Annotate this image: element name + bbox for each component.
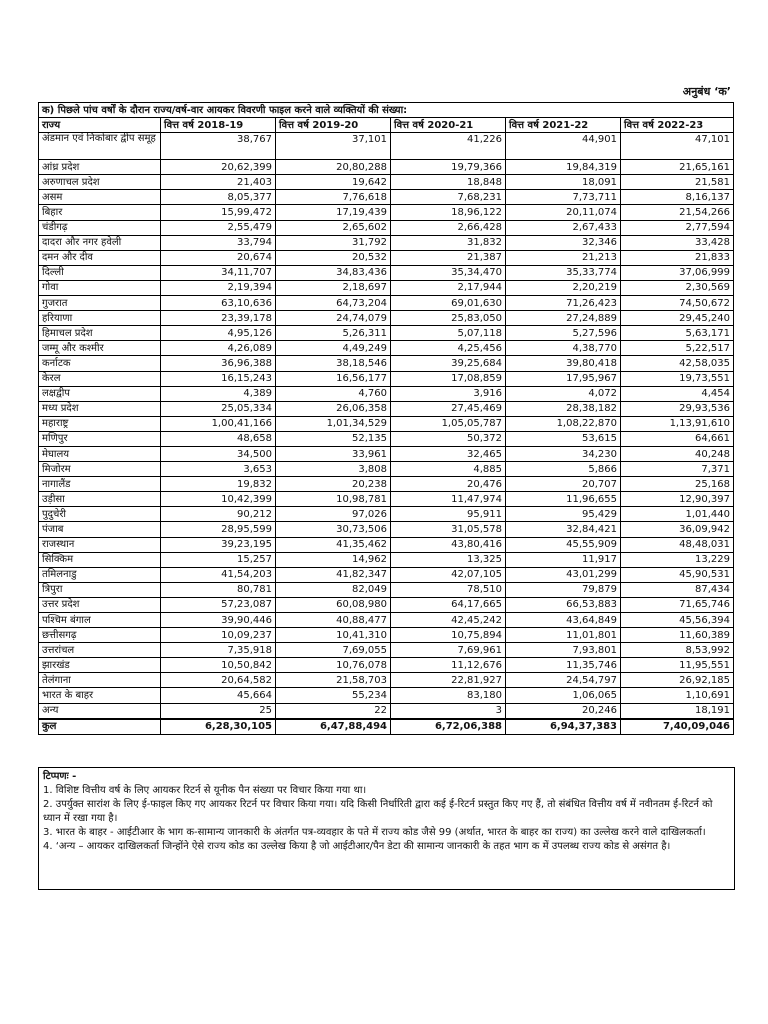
filer-count-cell: 1,01,440 bbox=[621, 507, 734, 522]
state-name-cell: पुदुचेरी bbox=[39, 507, 161, 522]
header-state: राज्य bbox=[39, 118, 161, 133]
state-name-cell: पंजाब bbox=[39, 522, 161, 537]
filer-count-cell: 18,96,122 bbox=[391, 205, 506, 220]
header-row bbox=[39, 118, 734, 133]
table-row bbox=[39, 446, 734, 461]
note-item: 1. विशिष्ट वित्तीय वर्ष के लिए आयकर रिटर्न से यूनीक पैन संख्या पर विचार किया गया था। bbox=[43, 785, 367, 796]
total-value: 7,40,09,046 bbox=[621, 719, 734, 735]
state-name-cell: दमन और दीव bbox=[39, 250, 161, 265]
filer-count-cell: 10,75,894 bbox=[391, 628, 506, 643]
filer-count-cell: 33,794 bbox=[161, 235, 276, 250]
filer-count-cell: 37,06,999 bbox=[621, 265, 734, 280]
state-name-cell: झारखंड bbox=[39, 658, 161, 673]
filer-count-cell: 19,642 bbox=[276, 175, 391, 190]
state-name-cell: मेघालय bbox=[39, 446, 161, 461]
filer-count-cell: 2,19,394 bbox=[161, 280, 276, 295]
filer-count-cell: 1,08,22,870 bbox=[506, 416, 621, 431]
filer-count-cell: 10,09,237 bbox=[161, 628, 276, 643]
filer-count-cell: 4,25,456 bbox=[391, 341, 506, 356]
state-name-cell: मध्य प्रदेश bbox=[39, 401, 161, 416]
filer-count-cell: 15,99,472 bbox=[161, 205, 276, 220]
filer-count-cell: 11,96,655 bbox=[506, 492, 621, 507]
filer-count-cell: 29,93,536 bbox=[621, 401, 734, 416]
filer-count-cell: 24,54,797 bbox=[506, 673, 621, 688]
filer-count-cell: 20,11,074 bbox=[506, 205, 621, 220]
table-row bbox=[39, 567, 734, 582]
filer-count-cell: 3,808 bbox=[276, 462, 391, 477]
filer-count-cell: 5,63,171 bbox=[621, 326, 734, 341]
filer-count-cell: 21,54,266 bbox=[621, 205, 734, 220]
filer-count-cell: 13,229 bbox=[621, 552, 734, 567]
filer-count-cell: 80,781 bbox=[161, 582, 276, 597]
filer-count-cell: 22,81,927 bbox=[391, 673, 506, 688]
table-row bbox=[39, 416, 734, 431]
table-row bbox=[39, 597, 734, 612]
filer-count-cell: 40,248 bbox=[621, 446, 734, 461]
filer-count-cell: 3,916 bbox=[391, 386, 506, 401]
filer-count-cell: 21,833 bbox=[621, 250, 734, 265]
filer-count-cell: 90,212 bbox=[161, 507, 276, 522]
table-row bbox=[39, 160, 734, 175]
state-name-cell: भारत के बाहर bbox=[39, 688, 161, 703]
filer-count-cell: 8,16,137 bbox=[621, 190, 734, 205]
filer-count-cell: 45,664 bbox=[161, 688, 276, 703]
filer-count-cell: 2,30,569 bbox=[621, 280, 734, 295]
filer-count-cell: 19,79,366 bbox=[391, 160, 506, 175]
filer-count-cell: 52,135 bbox=[276, 431, 391, 446]
state-name-cell: अरुणाचल प्रदेश bbox=[39, 175, 161, 190]
filer-count-cell: 64,17,665 bbox=[391, 597, 506, 612]
filer-count-cell: 7,69,961 bbox=[391, 643, 506, 658]
filer-count-cell: 4,760 bbox=[276, 386, 391, 401]
filer-count-cell: 21,65,161 bbox=[621, 160, 734, 175]
header-fy-2020-21: वित्त वर्ष 2020-21 bbox=[391, 118, 506, 133]
filer-count-cell: 11,60,389 bbox=[621, 628, 734, 643]
filer-count-cell: 18,848 bbox=[391, 175, 506, 190]
filer-count-cell: 10,50,842 bbox=[161, 658, 276, 673]
header-fy-2022-23: वित्त वर्ष 2022-23 bbox=[621, 118, 734, 133]
filer-count-cell: 20,476 bbox=[391, 477, 506, 492]
table-row bbox=[39, 341, 734, 356]
table-row bbox=[39, 250, 734, 265]
note-item: 3. भारत के बाहर - आईटीआर के भाग क-सामान्य जानकारी के अंतर्गत पत्र-व्यवहार के पते में राज्य कोड जैसे 99 (अर्थात, भारत के बाहर का राज्य) का उल्लेख करने वाले दाखिलकर्ता। bbox=[43, 827, 706, 838]
filer-count-cell: 26,92,185 bbox=[621, 673, 734, 688]
filer-count-cell: 45,55,909 bbox=[506, 537, 621, 552]
filer-count-cell: 97,026 bbox=[276, 507, 391, 522]
filer-count-cell: 41,82,347 bbox=[276, 567, 391, 582]
filer-count-cell: 20,246 bbox=[506, 703, 621, 719]
table-row bbox=[39, 311, 734, 326]
state-name-cell: असम bbox=[39, 190, 161, 205]
filer-count-cell: 3 bbox=[391, 703, 506, 719]
table-row bbox=[39, 462, 734, 477]
table-row bbox=[39, 326, 734, 341]
filer-count-cell: 43,80,416 bbox=[391, 537, 506, 552]
filer-count-cell: 34,230 bbox=[506, 446, 621, 461]
filer-count-cell: 41,54,203 bbox=[161, 567, 276, 582]
filer-count-cell: 39,90,446 bbox=[161, 613, 276, 628]
filer-count-cell: 25,168 bbox=[621, 477, 734, 492]
filer-count-cell: 78,510 bbox=[391, 582, 506, 597]
filer-count-cell: 31,05,578 bbox=[391, 522, 506, 537]
filer-count-cell: 20,532 bbox=[276, 250, 391, 265]
table-row bbox=[39, 220, 734, 235]
state-name-cell: जम्मू और कश्मीर bbox=[39, 341, 161, 356]
state-name-cell: त्रिपुरा bbox=[39, 582, 161, 597]
filer-count-cell: 2,20,219 bbox=[506, 280, 621, 295]
filer-count-cell: 38,767 bbox=[161, 133, 276, 160]
filer-count-cell: 8,53,992 bbox=[621, 643, 734, 658]
total-value: 6,94,37,383 bbox=[506, 719, 621, 735]
filer-count-cell: 40,88,477 bbox=[276, 613, 391, 628]
filer-count-cell: 95,429 bbox=[506, 507, 621, 522]
table-row bbox=[39, 582, 734, 597]
table-row bbox=[39, 703, 734, 719]
filer-count-cell: 31,832 bbox=[391, 235, 506, 250]
filer-count-cell: 10,98,781 bbox=[276, 492, 391, 507]
header-fy-2019-20: वित्त वर्ष 2019-20 bbox=[276, 118, 391, 133]
filer-count-cell: 43,01,299 bbox=[506, 567, 621, 582]
filer-count-cell: 38,18,546 bbox=[276, 356, 391, 371]
filer-count-cell: 13,325 bbox=[391, 552, 506, 567]
table-row bbox=[39, 673, 734, 688]
filer-count-cell: 60,08,980 bbox=[276, 597, 391, 612]
filer-count-cell: 25 bbox=[161, 703, 276, 719]
filer-count-cell: 22 bbox=[276, 703, 391, 719]
filer-count-cell: 44,901 bbox=[506, 133, 621, 160]
state-name-cell: आंध्र प्रदेश bbox=[39, 160, 161, 175]
filer-count-cell: 95,911 bbox=[391, 507, 506, 522]
table-row bbox=[39, 265, 734, 280]
filer-count-cell: 34,83,436 bbox=[276, 265, 391, 280]
table-row bbox=[39, 371, 734, 386]
filer-count-cell: 36,96,388 bbox=[161, 356, 276, 371]
filer-count-cell: 1,05,05,787 bbox=[391, 416, 506, 431]
filer-count-cell: 37,101 bbox=[276, 133, 391, 160]
notes-title: टिप्पणः - bbox=[43, 771, 77, 782]
filer-count-cell: 35,33,774 bbox=[506, 265, 621, 280]
filer-count-cell: 28,95,599 bbox=[161, 522, 276, 537]
filer-count-cell: 4,49,249 bbox=[276, 341, 391, 356]
filer-count-cell: 7,68,231 bbox=[391, 190, 506, 205]
state-name-cell: अन्य bbox=[39, 703, 161, 719]
filer-count-cell: 4,454 bbox=[621, 386, 734, 401]
filer-count-cell: 1,10,691 bbox=[621, 688, 734, 703]
filer-count-cell: 11,12,676 bbox=[391, 658, 506, 673]
filer-count-cell: 2,66,428 bbox=[391, 220, 506, 235]
filer-count-cell: 32,465 bbox=[391, 446, 506, 461]
filer-count-cell: 20,674 bbox=[161, 250, 276, 265]
table-row bbox=[39, 658, 734, 673]
filer-count-cell: 33,428 bbox=[621, 235, 734, 250]
filer-count-cell: 10,41,310 bbox=[276, 628, 391, 643]
filer-count-cell: 20,64,582 bbox=[161, 673, 276, 688]
filer-count-cell: 79,879 bbox=[506, 582, 621, 597]
state-name-cell: मणिपुर bbox=[39, 431, 161, 446]
table-caption: क) पिछले पांच वर्षों के दौरान राज्य/वर्ष-वार आयकर विवरणी फाइल करने वाले व्यक्तियों की संख्या: bbox=[39, 103, 734, 118]
filer-count-cell: 18,191 bbox=[621, 703, 734, 719]
filer-count-cell: 20,80,288 bbox=[276, 160, 391, 175]
state-name-cell: गुजरात bbox=[39, 296, 161, 311]
filer-count-cell: 12,90,397 bbox=[621, 492, 734, 507]
filer-count-cell: 41,35,462 bbox=[276, 537, 391, 552]
filer-count-cell: 2,65,602 bbox=[276, 220, 391, 235]
filer-count-cell: 28,38,182 bbox=[506, 401, 621, 416]
filer-count-cell: 16,15,243 bbox=[161, 371, 276, 386]
filer-count-cell: 21,387 bbox=[391, 250, 506, 265]
header-fy-2021-22: वित्त वर्ष 2021-22 bbox=[506, 118, 621, 133]
itr-filers-table bbox=[38, 102, 734, 735]
table-row bbox=[39, 522, 734, 537]
filer-count-cell: 1,00,41,166 bbox=[161, 416, 276, 431]
filer-count-cell: 29,45,240 bbox=[621, 311, 734, 326]
total-row bbox=[39, 719, 734, 735]
state-name-cell: नागालैंड bbox=[39, 477, 161, 492]
notes-box bbox=[38, 767, 735, 890]
filer-count-cell: 74,50,672 bbox=[621, 296, 734, 311]
filer-count-cell: 64,661 bbox=[621, 431, 734, 446]
filer-count-cell: 42,58,035 bbox=[621, 356, 734, 371]
filer-count-cell: 87,434 bbox=[621, 582, 734, 597]
filer-count-cell: 14,962 bbox=[276, 552, 391, 567]
header-fy-2018-19: वित्त वर्ष 2018-19 bbox=[161, 118, 276, 133]
state-name-cell: बिहार bbox=[39, 205, 161, 220]
state-name-cell: चंडीगढ़ bbox=[39, 220, 161, 235]
filer-count-cell: 36,09,942 bbox=[621, 522, 734, 537]
filer-count-cell: 4,26,089 bbox=[161, 341, 276, 356]
filer-count-cell: 27,45,469 bbox=[391, 401, 506, 416]
filer-count-cell: 66,53,883 bbox=[506, 597, 621, 612]
table-row bbox=[39, 552, 734, 567]
filer-count-cell: 21,581 bbox=[621, 175, 734, 190]
state-name-cell: पश्चिम बंगाल bbox=[39, 613, 161, 628]
filer-count-cell: 15,257 bbox=[161, 552, 276, 567]
state-name-cell: गोवा bbox=[39, 280, 161, 295]
table-row bbox=[39, 492, 734, 507]
filer-count-cell: 7,35,918 bbox=[161, 643, 276, 658]
state-name-cell: अंडमान एवं निकोबार द्वीप समूह bbox=[39, 133, 161, 160]
filer-count-cell: 4,072 bbox=[506, 386, 621, 401]
table-row bbox=[39, 190, 734, 205]
note-item: 4. ‘अन्य – आयकर दाखिलकर्ता जिन्होंने ऐसे राज्य कोड का उल्लेख किया है जो आईटीआर/पैन डेटा की सामान्य जानकारी के तहत भाग क में उपलब्ध राज्य कोड से असंगत है। bbox=[43, 841, 671, 852]
filer-count-cell: 5,07,118 bbox=[391, 326, 506, 341]
filer-count-cell: 25,83,050 bbox=[391, 311, 506, 326]
filer-count-cell: 34,11,707 bbox=[161, 265, 276, 280]
filer-count-cell: 10,76,078 bbox=[276, 658, 391, 673]
filer-count-cell: 2,55,479 bbox=[161, 220, 276, 235]
annex-label: अनुबंध ‘क’ bbox=[682, 85, 731, 98]
table-row bbox=[39, 688, 734, 703]
state-name-cell: दादरा और नगर हवेली bbox=[39, 235, 161, 250]
filer-count-cell: 17,08,859 bbox=[391, 371, 506, 386]
filer-count-cell: 30,73,506 bbox=[276, 522, 391, 537]
total-label: कुल bbox=[39, 719, 161, 735]
filer-count-cell: 7,93,801 bbox=[506, 643, 621, 658]
note-item: 2. उपर्युक्त सारांश के लिए ई-फाइल किए गए आयकर रिटर्न पर विचार किया गया। यदि किसी निर्धारिती द्वारा कई ई-रिटर्न प्रस्तुत किए गए हैं, तो संबंधित वित्तीय वर्ष में नवीनतम ई-रिटर्न को ध्यान में रखा गया है। bbox=[43, 799, 713, 824]
filer-count-cell: 53,615 bbox=[506, 431, 621, 446]
table-row bbox=[39, 175, 734, 190]
filer-count-cell: 5,22,517 bbox=[621, 341, 734, 356]
filer-count-cell: 63,10,636 bbox=[161, 296, 276, 311]
filer-count-cell: 39,25,684 bbox=[391, 356, 506, 371]
state-name-cell: कर्नाटक bbox=[39, 356, 161, 371]
filer-count-cell: 82,049 bbox=[276, 582, 391, 597]
filer-count-cell: 10,42,399 bbox=[161, 492, 276, 507]
filer-count-cell: 2,17,944 bbox=[391, 280, 506, 295]
filer-count-cell: 11,01,801 bbox=[506, 628, 621, 643]
filer-count-cell: 45,90,531 bbox=[621, 567, 734, 582]
filer-count-cell: 19,73,551 bbox=[621, 371, 734, 386]
state-name-cell: दिल्ली bbox=[39, 265, 161, 280]
state-name-cell: राजस्थान bbox=[39, 537, 161, 552]
filer-count-cell: 3,653 bbox=[161, 462, 276, 477]
filer-count-cell: 7,69,055 bbox=[276, 643, 391, 658]
filer-count-cell: 33,961 bbox=[276, 446, 391, 461]
filer-count-cell: 11,47,974 bbox=[391, 492, 506, 507]
filer-count-cell: 11,35,746 bbox=[506, 658, 621, 673]
filer-count-cell: 4,95,126 bbox=[161, 326, 276, 341]
state-name-cell: छत्तीसगढ़ bbox=[39, 628, 161, 643]
table-row bbox=[39, 537, 734, 552]
filer-count-cell: 2,18,697 bbox=[276, 280, 391, 295]
state-name-cell: उत्तर प्रदेश bbox=[39, 597, 161, 612]
filer-count-cell: 1,06,065 bbox=[506, 688, 621, 703]
filer-count-cell: 26,06,358 bbox=[276, 401, 391, 416]
state-name-cell: हरियाणा bbox=[39, 311, 161, 326]
filer-count-cell: 17,19,439 bbox=[276, 205, 391, 220]
filer-count-cell: 4,389 bbox=[161, 386, 276, 401]
filer-count-cell: 23,39,178 bbox=[161, 311, 276, 326]
table-row bbox=[39, 613, 734, 628]
table-row bbox=[39, 296, 734, 311]
table-row bbox=[39, 280, 734, 295]
filer-count-cell: 21,403 bbox=[161, 175, 276, 190]
filer-count-cell: 5,26,311 bbox=[276, 326, 391, 341]
filer-count-cell: 4,38,770 bbox=[506, 341, 621, 356]
table-row bbox=[39, 356, 734, 371]
filer-count-cell: 7,73,711 bbox=[506, 190, 621, 205]
filer-count-cell: 20,707 bbox=[506, 477, 621, 492]
filer-count-cell: 19,832 bbox=[161, 477, 276, 492]
table-row bbox=[39, 235, 734, 250]
filer-count-cell: 7,371 bbox=[621, 462, 734, 477]
filer-count-cell: 8,05,377 bbox=[161, 190, 276, 205]
filer-count-cell: 39,23,195 bbox=[161, 537, 276, 552]
table-row bbox=[39, 205, 734, 220]
state-name-cell: तमिलनाडु bbox=[39, 567, 161, 582]
filer-count-cell: 83,180 bbox=[391, 688, 506, 703]
filer-count-cell: 42,45,242 bbox=[391, 613, 506, 628]
filer-count-cell: 41,226 bbox=[391, 133, 506, 160]
total-value: 6,47,88,494 bbox=[276, 719, 391, 735]
table-row bbox=[39, 643, 734, 658]
filer-count-cell: 55,234 bbox=[276, 688, 391, 703]
filer-count-cell: 20,238 bbox=[276, 477, 391, 492]
filer-count-cell: 5,27,596 bbox=[506, 326, 621, 341]
filer-count-cell: 11,917 bbox=[506, 552, 621, 567]
filer-count-cell: 2,77,594 bbox=[621, 220, 734, 235]
state-name-cell: मिजोरम bbox=[39, 462, 161, 477]
table-row bbox=[39, 431, 734, 446]
filer-count-cell: 71,26,423 bbox=[506, 296, 621, 311]
table-row bbox=[39, 628, 734, 643]
filer-count-cell: 1,13,91,610 bbox=[621, 416, 734, 431]
state-name-cell: उत्तरांचल bbox=[39, 643, 161, 658]
filer-count-cell: 24,74,079 bbox=[276, 311, 391, 326]
state-name-cell: उड़ीसा bbox=[39, 492, 161, 507]
state-name-cell: तेलंगाना bbox=[39, 673, 161, 688]
filer-count-cell: 47,101 bbox=[621, 133, 734, 160]
table-body bbox=[39, 133, 734, 719]
table-row bbox=[39, 386, 734, 401]
filer-count-cell: 43,64,849 bbox=[506, 613, 621, 628]
filer-count-cell: 27,24,889 bbox=[506, 311, 621, 326]
filer-count-cell: 21,58,703 bbox=[276, 673, 391, 688]
filer-count-cell: 39,80,418 bbox=[506, 356, 621, 371]
state-name-cell: लक्षद्वीप bbox=[39, 386, 161, 401]
filer-count-cell: 1,01,34,529 bbox=[276, 416, 391, 431]
filer-count-cell: 48,658 bbox=[161, 431, 276, 446]
filer-count-cell: 31,792 bbox=[276, 235, 391, 250]
filer-count-cell: 11,95,551 bbox=[621, 658, 734, 673]
filer-count-cell: 20,62,399 bbox=[161, 160, 276, 175]
filer-count-cell: 69,01,630 bbox=[391, 296, 506, 311]
filer-count-cell: 64,73,204 bbox=[276, 296, 391, 311]
filer-count-cell: 34,500 bbox=[161, 446, 276, 461]
filer-count-cell: 7,76,618 bbox=[276, 190, 391, 205]
table-row bbox=[39, 401, 734, 416]
filer-count-cell: 17,95,967 bbox=[506, 371, 621, 386]
table-row bbox=[39, 507, 734, 522]
filer-count-cell: 32,84,421 bbox=[506, 522, 621, 537]
filer-count-cell: 4,885 bbox=[391, 462, 506, 477]
filer-count-cell: 18,091 bbox=[506, 175, 621, 190]
table-row bbox=[39, 477, 734, 492]
filer-count-cell: 32,346 bbox=[506, 235, 621, 250]
state-name-cell: हिमाचल प्रदेश bbox=[39, 326, 161, 341]
filer-count-cell: 16,56,177 bbox=[276, 371, 391, 386]
filer-count-cell: 50,372 bbox=[391, 431, 506, 446]
filer-count-cell: 71,65,746 bbox=[621, 597, 734, 612]
filer-count-cell: 42,07,105 bbox=[391, 567, 506, 582]
filer-count-cell: 21,213 bbox=[506, 250, 621, 265]
filer-count-cell: 5,866 bbox=[506, 462, 621, 477]
filer-count-cell: 35,34,470 bbox=[391, 265, 506, 280]
state-name-cell: केरल bbox=[39, 371, 161, 386]
table-row bbox=[39, 133, 734, 160]
filer-count-cell: 2,67,433 bbox=[506, 220, 621, 235]
filer-count-cell: 45,56,394 bbox=[621, 613, 734, 628]
state-name-cell: महाराष्ट्र bbox=[39, 416, 161, 431]
state-name-cell: सिक्किम bbox=[39, 552, 161, 567]
total-value: 6,28,30,105 bbox=[161, 719, 276, 735]
total-value: 6,72,06,388 bbox=[391, 719, 506, 735]
filer-count-cell: 19,84,319 bbox=[506, 160, 621, 175]
filer-count-cell: 57,23,087 bbox=[161, 597, 276, 612]
filer-count-cell: 48,48,031 bbox=[621, 537, 734, 552]
filer-count-cell: 25,05,334 bbox=[161, 401, 276, 416]
